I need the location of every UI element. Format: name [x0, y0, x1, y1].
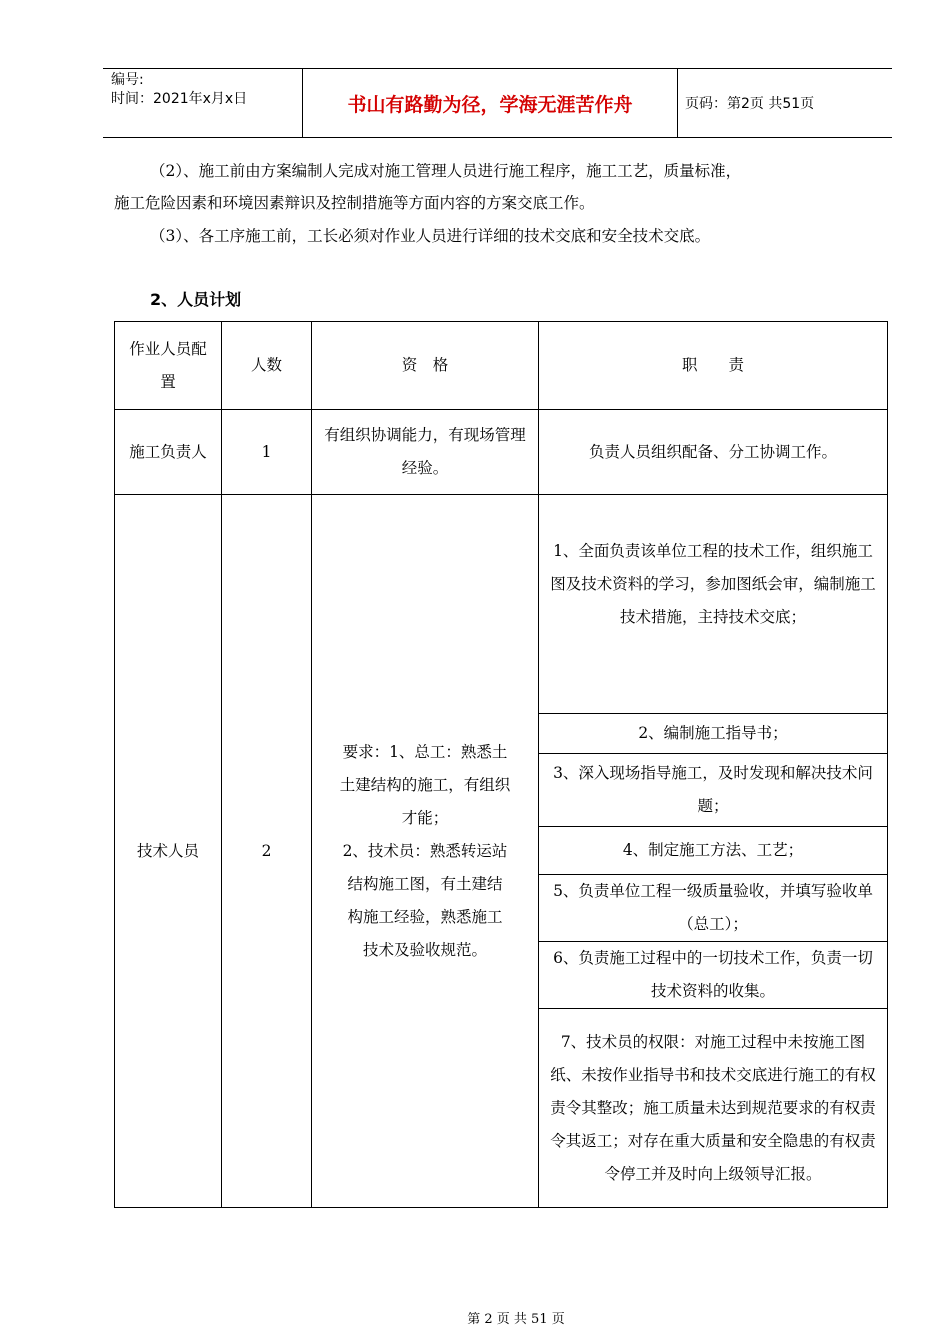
qualification-cell: 有组织协调能力，有现场管理经验。 — [312, 410, 539, 495]
duty-cell: 3、深入现场指导施工，及时发现和解决技术问题； — [539, 754, 888, 827]
header-cell: 人数 — [222, 322, 312, 410]
qualification-line: 2、技术员：熟悉转运站 — [342, 841, 508, 860]
duty-cell: 4、制定施工方法、工艺； — [539, 827, 888, 875]
qualification-line: 要求：1、总工：熟悉土 — [342, 742, 508, 761]
paragraph-2-line-2: 施工危险因素和环境因素辩识及控制措施等方面内容的方案交底工作。 — [114, 194, 595, 212]
qualification-line: 结构施工图，有土建结 — [347, 874, 503, 893]
role-cell: 技术人员 — [115, 495, 222, 1208]
qualification-line: 才能； — [401, 808, 449, 827]
document-header — [103, 68, 892, 138]
duty-cell: 2、编制施工指导书； — [539, 714, 888, 754]
header-cell: 作业人员配置 — [115, 322, 222, 410]
duty-cell: 负责人员组织配备、分工协调工作。 — [539, 410, 888, 495]
header-meta — [103, 69, 303, 137]
paragraph-2-line-1: （2）、施工前由方案编制人完成对施工管理人员进行施工程序，施工工艺，质量标准， — [150, 162, 742, 180]
qualification-cell — [312, 495, 539, 1208]
serial-label: 编号: — [111, 72, 144, 88]
qualification-line: 土建结构的施工，有组织 — [339, 775, 511, 794]
section-title: 2、人员计划 — [150, 290, 242, 309]
duty-cell: 7、技术员的权限：对施工过程中未按施工图纸、未按作业指导书和技术交底进行施工的有权责令其整改；施工质量未达到规范要求的有权责令其返工；对存在重大质量和安全隐患的有权责令停工并及时向上级领导汇报。 — [539, 1009, 888, 1208]
duty-cell: 5、负责单位工程一级质量验收，并填写验收单（总工）； — [539, 875, 888, 942]
personnel-plan-table — [114, 321, 888, 1208]
header-cell: 职 责 — [539, 322, 888, 410]
count-cell: 2 — [222, 495, 312, 1208]
header-motto: 书山有路勤为径，学海无涯苦作舟 — [303, 69, 678, 137]
role-cell: 施工负责人 — [115, 410, 222, 495]
duty-cell: 6、负责施工过程中的一切技术工作，负责一切技术资料的收集。 — [539, 942, 888, 1009]
table-header-row — [115, 322, 888, 410]
qualification-line: 构施工经验，熟悉施工 — [347, 907, 503, 926]
count-cell: 1 — [222, 410, 312, 495]
paragraph-3: （3）、各工序施工前，工长必须对作业人员进行详细的技术交底和安全技术交底。 — [150, 227, 711, 245]
qualification-line: 技术及验收规范。 — [362, 940, 487, 959]
page-footer — [0, 1308, 950, 1327]
header-page-info: 页码：第2页 共51页 — [685, 96, 815, 112]
duty-cell: 1、全面负责该单位工程的技术工作，组织施工图及技术资料的学习，参加图纸会审，编制施工技术措施，主持技术交底； — [539, 495, 888, 714]
header-cell: 资 格 — [312, 322, 539, 410]
table-row — [115, 410, 888, 495]
time-label: 时间：2021年x月x日 — [111, 91, 248, 107]
footer-page-number: 第 2 页 共 51 页 — [467, 1312, 565, 1327]
table-row — [115, 495, 888, 714]
